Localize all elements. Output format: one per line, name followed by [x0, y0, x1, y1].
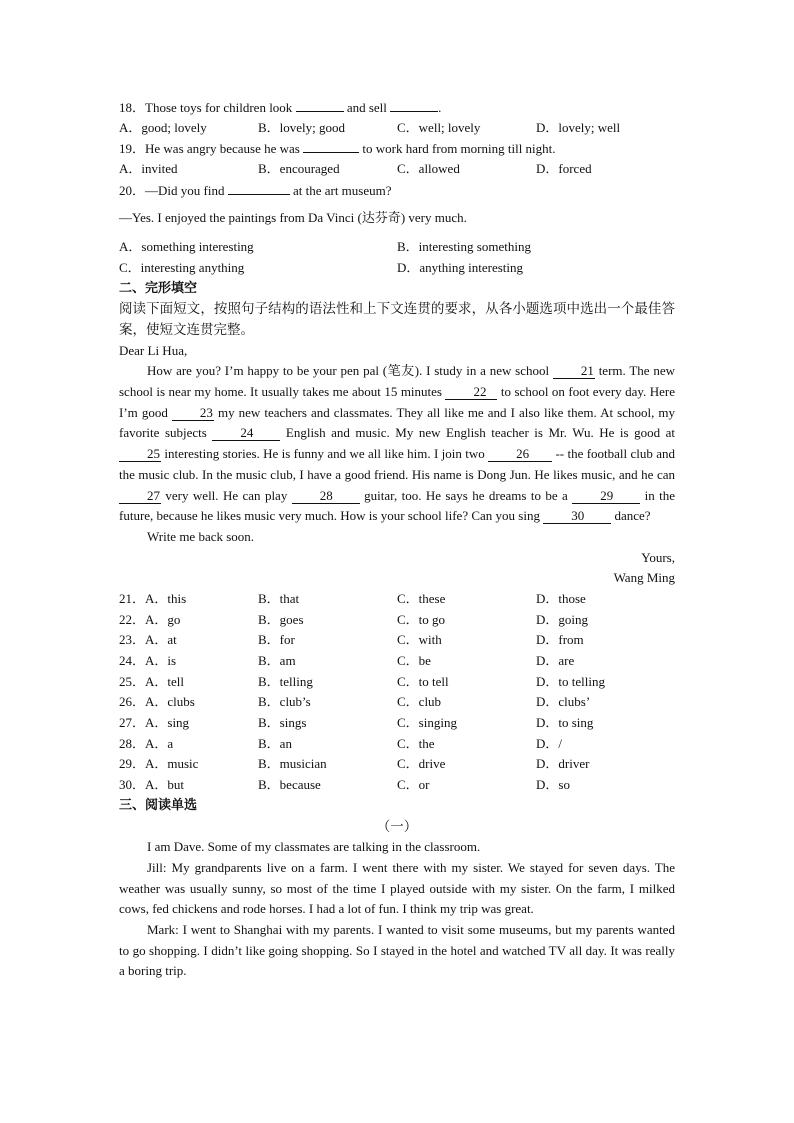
answer-blank[interactable]: [296, 97, 344, 112]
option-b[interactable]: B．for: [258, 632, 295, 648]
option-a[interactable]: 30．A．but: [119, 777, 185, 793]
cloze-blank-30[interactable]: 30: [543, 509, 611, 524]
question-20-reply: [119, 208, 675, 229]
option-c[interactable]: C．to tell: [397, 673, 449, 689]
option-b[interactable]: B．because: [258, 777, 321, 793]
letter-text: interesting stories. He is funny and we all like him. I join two: [164, 446, 485, 462]
option-c[interactable]: C．these: [397, 590, 446, 606]
section-heading-reading: 三、阅读单选: [119, 797, 198, 813]
option-a[interactable]: 29．A．music: [119, 756, 199, 772]
cloze-options-30: [119, 775, 675, 796]
option-b[interactable]: B．encouraged: [258, 161, 340, 177]
answer-blank[interactable]: [303, 138, 359, 153]
option-b[interactable]: B．telling: [258, 673, 313, 689]
question-18-text-b: and sell: [346, 100, 387, 115]
option-d[interactable]: D．so: [536, 777, 570, 793]
option-d[interactable]: D．to sing: [536, 715, 594, 731]
option-c[interactable]: C．drive: [397, 756, 446, 772]
option-d[interactable]: D．are: [536, 653, 575, 669]
cloze-blank-21[interactable]: 21: [553, 364, 595, 379]
cloze-blank-27[interactable]: 27: [119, 489, 161, 504]
option-a[interactable]: 27．A．sing: [119, 715, 190, 731]
option-b[interactable]: B．that: [258, 590, 300, 606]
option-d[interactable]: D．driver: [536, 756, 590, 772]
cloze-blank-28[interactable]: 28: [292, 489, 360, 504]
option-b[interactable]: B．sings: [258, 715, 307, 731]
option-c[interactable]: C．be: [397, 653, 431, 669]
letter-closing: Yours,: [641, 549, 675, 565]
cloze-options-23: [119, 630, 675, 651]
letter-text: very well. He can play: [165, 487, 288, 503]
option-b[interactable]: B．interesting something: [397, 239, 531, 255]
option-a[interactable]: 21．A．this: [119, 590, 187, 606]
letter-text: English and music. My new English teacher is Mr. Wu. He is good at: [285, 425, 676, 441]
section-instructions: 阅读下面短文，按照句子结构的语法性和上下文连贯的要求，从各小题选项中选出一个最佳答案，使短文连贯完整。: [119, 301, 675, 338]
letter-body: [119, 361, 675, 527]
cloze-blank-26[interactable]: 26: [488, 447, 552, 462]
option-a[interactable]: 24．A．is: [119, 653, 177, 669]
option-c[interactable]: C．club: [397, 694, 442, 710]
reading-mark: Mark: I went to Shanghai with my parents. I wanted to visit some museums, but my parents wanted to go shopping. I didn’t like going shopping. So I stayed in the hotel and watched TV all day. It was really a boring trip.: [119, 922, 675, 979]
letter-text: in the future, because he likes music very much. How is your school life? Can you sing: [119, 487, 676, 524]
document-page: [119, 97, 675, 982]
cloze-options-26: [119, 692, 675, 713]
question-19-stem: [119, 138, 675, 159]
letter-text: How are you? I’m happy to be your pen pal (笔友). I study in a new school: [147, 363, 550, 379]
option-a[interactable]: 23．A．at: [119, 632, 177, 648]
question-18-stem: [119, 97, 675, 118]
option-b[interactable]: B．musician: [258, 756, 327, 772]
option-b[interactable]: B．club’s: [258, 694, 311, 710]
letter-closing-line: Write me back soon.: [147, 528, 255, 544]
option-a[interactable]: A．something interesting: [119, 239, 254, 255]
letter-signature: Wang Ming: [613, 570, 675, 586]
passage-number: （一）: [376, 818, 418, 835]
option-d[interactable]: D．going: [536, 611, 589, 627]
letter-text: dance?: [614, 508, 651, 524]
option-c[interactable]: C．singing: [397, 715, 457, 731]
question-19-text-a: 19．He was angry because he was: [119, 141, 300, 157]
question-20-options-row2: [119, 258, 675, 279]
question-20-text-a: 20．—Did you find: [119, 182, 225, 198]
option-c[interactable]: C．to go: [397, 611, 446, 627]
option-d[interactable]: D．forced: [536, 161, 592, 177]
option-b[interactable]: B．am: [258, 653, 296, 669]
answer-blank[interactable]: [228, 180, 290, 195]
question-18-text-end: .: [438, 100, 442, 115]
question-19-options: [119, 159, 675, 180]
cloze-options-25: [119, 672, 675, 693]
option-b[interactable]: B．lovely; good: [258, 119, 346, 135]
letter-text: -- the football club and the music club. In the music club, I have a good friend. His name is Dong Jun. He likes music, and he can: [119, 446, 676, 482]
option-c[interactable]: C．the: [397, 735, 435, 751]
option-c[interactable]: C．well; lovely: [397, 119, 481, 135]
question-20-text-b: at the art museum?: [292, 182, 392, 198]
option-a[interactable]: A．good; lovely: [119, 119, 207, 135]
answer-blank[interactable]: [390, 97, 438, 112]
option-c[interactable]: C．or: [397, 777, 430, 793]
section-heading-cloze: 二、完形填空: [119, 280, 198, 296]
option-d[interactable]: D．clubs’: [536, 694, 591, 710]
question-19-text-b: to work hard from morning till night.: [362, 141, 556, 157]
reading-intro: I am Dave. Some of my classmates are talking in the classroom.: [147, 839, 481, 855]
option-a[interactable]: A．invited: [119, 161, 178, 177]
option-d[interactable]: D．/: [536, 735, 563, 751]
question-18-text-a: 18．Those toys for children look: [119, 100, 293, 115]
letter-text: term. The new school is near my home. It usually takes me about 15 minutes: [119, 363, 675, 399]
option-a[interactable]: 25．A．tell: [119, 673, 184, 689]
option-d[interactable]: D．lovely; well: [536, 119, 621, 135]
option-c[interactable]: C．with: [397, 632, 442, 648]
letter-text: to school on foot every day. Here I’m good: [119, 383, 676, 420]
letter-text: guitar, too. He says he dreams to be a: [364, 487, 568, 503]
option-a[interactable]: 22．A．go: [119, 611, 181, 627]
reading-jill: Jill: My grandparents live on a farm. I went there with my sister. We stayed for seven days. The weather was usually sunny, so most of the time I played outside with my sister. On the farm, I milked cows, fed chickens and rode horses. I had a lot of fun. I think my trip was great.: [119, 859, 675, 917]
cloze-options-29: [119, 754, 675, 775]
option-d[interactable]: D．those: [536, 590, 586, 606]
option-c[interactable]: C．allowed: [397, 161, 460, 177]
option-d[interactable]: D．to telling: [536, 673, 605, 689]
cloze-blank-29[interactable]: 29: [572, 489, 640, 504]
question-20-options-row1: [119, 237, 675, 258]
option-d[interactable]: D．anything interesting: [397, 259, 524, 275]
cloze-options-27: [119, 713, 675, 734]
option-a[interactable]: 26．A．clubs: [119, 694, 195, 710]
letter-greeting: Dear Li Hua,: [119, 342, 188, 358]
cloze-options-28: [119, 734, 675, 755]
cloze-options-24: [119, 651, 675, 672]
question-20-reply-text: —Yes. I enjoyed the paintings from Da Vinci (达芬奇) very much.: [119, 210, 467, 226]
cloze-options-21: [119, 589, 675, 610]
letter-text: my new teachers and classmates. They all like me and I also like them. At school, my favorite subjects: [119, 404, 676, 441]
cloze-blank-24[interactable]: 24: [212, 426, 280, 441]
cloze-options-22: [119, 610, 675, 631]
cloze-blank-22[interactable]: 22: [445, 385, 497, 400]
question-20-stem: [119, 180, 675, 201]
question-18-options: [119, 118, 675, 139]
option-a[interactable]: 28．A．a: [119, 735, 174, 751]
cloze-blank-23[interactable]: 23: [172, 406, 214, 421]
option-b[interactable]: B．an: [258, 735, 292, 751]
option-b[interactable]: B．goes: [258, 611, 304, 627]
option-c[interactable]: C．interesting anything: [119, 259, 245, 275]
option-d[interactable]: D．from: [536, 632, 584, 648]
cloze-blank-25[interactable]: 25: [119, 447, 161, 462]
